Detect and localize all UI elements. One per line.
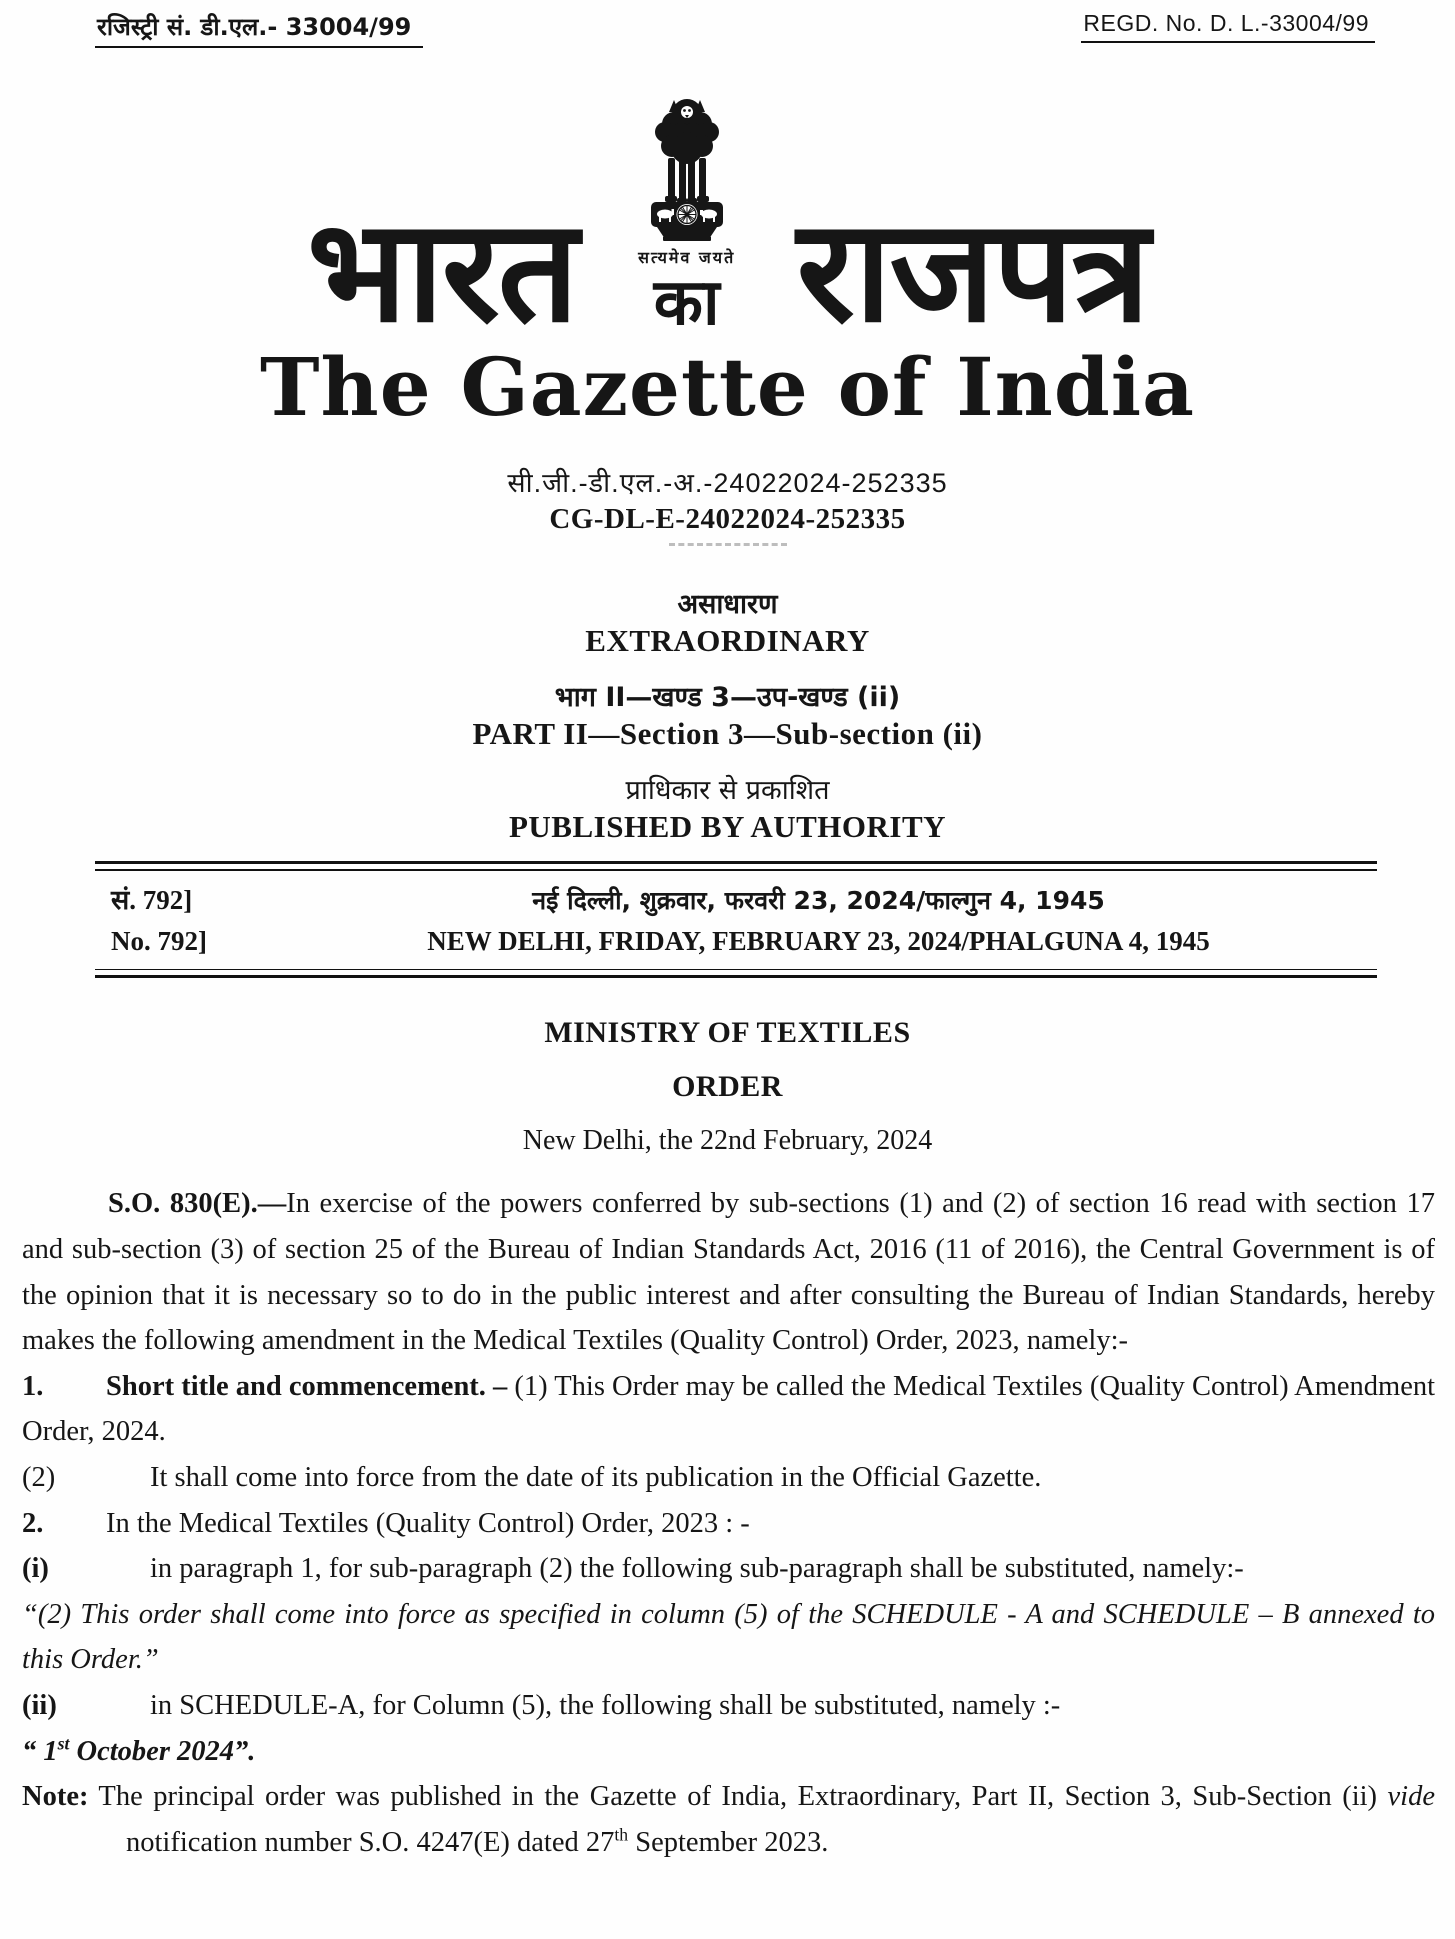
quote-ii-superscript: st <box>57 1733 70 1754</box>
footnote <box>22 1774 1435 1865</box>
ministry-title: MINISTRY OF TEXTILES <box>544 1016 911 1050</box>
ministry-heading <box>0 1016 1455 1157</box>
so-text: In exercise of the powers conferred by sub-sections (1) and (2) of section 16 read with section 17 and sub-section (3) of section 25 of the Bureau of Indian Standards Act, 2016 (11 of 2016), the Central Government is of the opinion that it is necessary so to do in the public interest and after consulting the Bureau of Indian Standards, hereby makes the following amendment in the Medical Textiles (Quality Control) Order, 2023, namely:- <box>22 1188 1435 1357</box>
note-line2-post: September 2023. <box>628 1826 829 1858</box>
sub-2-number: (2) <box>22 1461 56 1493</box>
extraordinary-hindi: असाधारण <box>677 589 778 621</box>
motto-satyameva-jayate: सत्यमेव जयते <box>638 248 736 267</box>
date-banner <box>95 861 1377 978</box>
clause-ii-quote <box>22 1729 1435 1775</box>
cg-code-hindi: सी.जी.-डी.एल.-अ.-24022024-252335 <box>507 468 948 499</box>
authority-line-hindi: प्राधिकार से प्रकाशित <box>625 775 830 807</box>
section-1-text: (1) This Order may be called the Medical Textiles (Quality Control) Amendment Order, 2024. <box>22 1370 1436 1448</box>
so-number: S.O. 830(E).— <box>108 1188 287 1220</box>
ashoka-lion-capital-icon <box>627 88 747 248</box>
note-label: Note: <box>22 1781 89 1813</box>
note-text: The principal order was published in the Gazette of India, Extraordinary, Part II, Section 3, Sub-Section (ii) <box>88 1781 1388 1813</box>
authority-line-english: PUBLISHED BY AUTHORITY <box>508 809 947 845</box>
note-vide: vide <box>1387 1781 1435 1813</box>
document-type: ORDER <box>672 1070 783 1104</box>
issue-number-english: No. 792] <box>111 925 207 956</box>
masthead-center <box>607 88 767 341</box>
clause-i <box>22 1546 1435 1592</box>
banner-bottom-rule-thick <box>95 975 1377 978</box>
clause-ii <box>22 1683 1435 1729</box>
masthead-word-rajpatra: राजपत्र <box>796 188 1148 354</box>
issue-block <box>0 584 1455 845</box>
quote-ii-pre: “ 1 <box>22 1735 58 1767</box>
part-line-hindi: भाग II—खण्ड 3—उप-खण्ड (ii) <box>554 682 901 714</box>
section-1-number: 1. <box>22 1370 44 1402</box>
section-1 <box>22 1364 1435 1455</box>
clause-i-number: (i) <box>22 1553 49 1585</box>
quote-ii-post: October 2024”. <box>69 1735 256 1767</box>
top-header <box>0 0 1455 48</box>
note-line2-pre: notification number S.O. 4247(E) dated 27 <box>126 1826 615 1858</box>
issue-date-english: NEW DELHI, FRIDAY, FEBRUARY 23, 2024/PHALGUNA 4, 1945 <box>427 925 1210 956</box>
registry-number-english: REGD. No. D. L.-33004/99 <box>1081 10 1375 43</box>
issue-number-hindi: सं. 792] <box>111 884 193 915</box>
section-1-sub-2 <box>22 1455 1435 1501</box>
clause-ii-number: (ii) <box>22 1689 57 1721</box>
clause-ii-text: in SCHEDULE-A, for Column (5), the following shall be substituted, namely :- <box>150 1689 1061 1721</box>
section-2 <box>22 1501 1435 1547</box>
sub-2-text: It shall come into force from the date of its publication in the Official Gazette. <box>150 1461 1042 1493</box>
section-2-text: In the Medical Textiles (Quality Control) Order, 2023 : - <box>106 1507 750 1539</box>
registry-number-hindi: रजिस्ट्री सं. डी.एल.- 33004/99 <box>95 10 423 48</box>
place-and-date: New Delhi, the 22nd February, 2024 <box>522 1125 933 1157</box>
gazette-of-india-title: The Gazette of India <box>260 340 1195 435</box>
masthead-word-bharat: भारत <box>307 188 577 354</box>
section-2-number: 2. <box>22 1507 44 1539</box>
note-superscript: th <box>614 1824 629 1845</box>
issue-date-hindi: नई दिल्ली, शुक्रवार, फरवरी 23, 2024/फाल्गुन 4, 1945 <box>532 885 1105 915</box>
masthead <box>0 88 1455 354</box>
masthead-word-ka: का <box>653 266 720 341</box>
cg-dl-codes <box>0 463 1455 546</box>
cg-code-english: CG-DL-E-24022024-252335 <box>549 503 906 536</box>
so-paragraph <box>22 1181 1435 1363</box>
extraordinary-english: EXTRAORDINARY <box>585 623 870 659</box>
section-1-heading: Short title and commencement. – <box>106 1370 508 1402</box>
clause-i-text: in paragraph 1, for sub-paragraph (2) the following sub-paragraph shall be substituted, namely:- <box>150 1553 1244 1585</box>
dashed-separator <box>669 543 787 546</box>
part-line-english: PART II—Section 3—Sub-section (ii) <box>472 716 983 752</box>
clause-i-quote: “(2) This order shall come into force as specified in column (5) of the SCHEDULE - A and SCHEDULE – B annexed to this Order.” <box>22 1598 1435 1676</box>
order-body <box>22 1181 1435 1865</box>
